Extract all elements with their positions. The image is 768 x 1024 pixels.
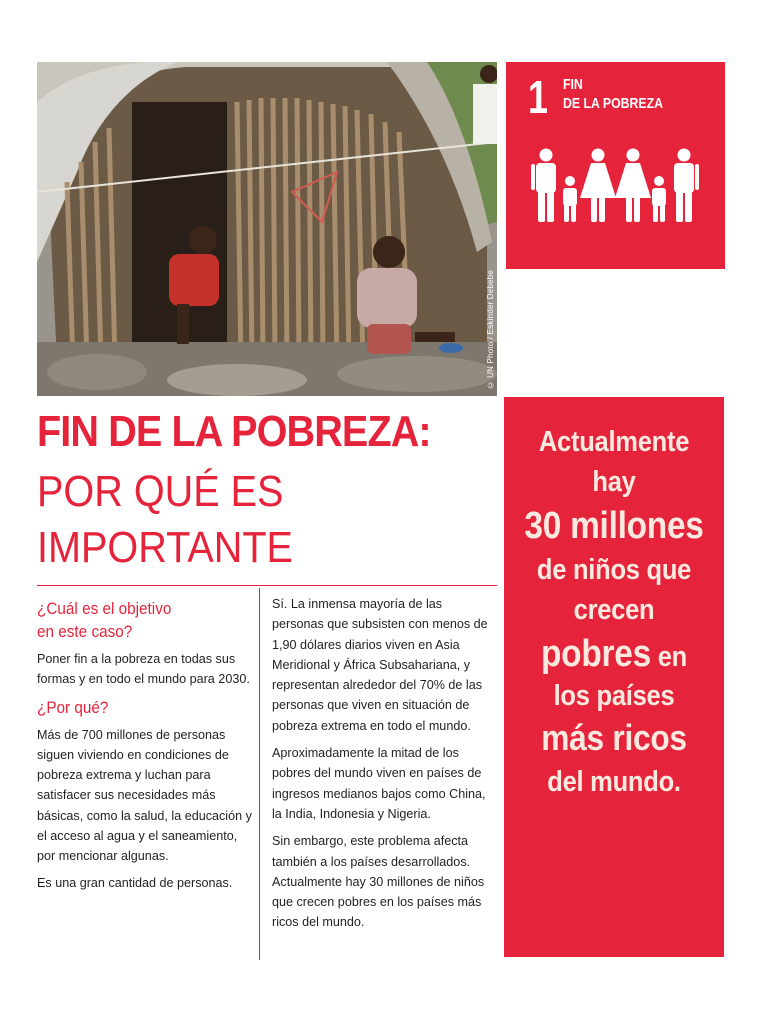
question-why: ¿Por qué? — [37, 697, 109, 717]
question-objective-line1: ¿Cuál es el objetivo — [37, 599, 172, 618]
goal-label — [563, 75, 663, 113]
column-divider — [259, 588, 260, 960]
left-column — [37, 597, 252, 899]
callout-line: de niños que — [536, 554, 692, 586]
page-title: FIN DE LA POBREZA: — [37, 407, 431, 456]
callout-line: crecen — [573, 594, 655, 626]
horizontal-divider — [37, 585, 497, 586]
paragraph-regions: Sí. La inmensa mayoría de las personas que subsisten con menos de 1,90 dólares diarios viven en Asia Meridional y África Subsahariana, y representan alrededor del 70% de las personas que viven en situación de pobreza extrema en todo el mundo. — [272, 597, 488, 733]
goal-label-line2: DE LA POBREZA — [563, 95, 664, 112]
callout-highlight: 30 millones — [524, 505, 704, 547]
answer-why-closing: Es una gran cantidad de personas. — [37, 875, 233, 890]
family-icon — [530, 148, 700, 224]
callout-line — [517, 633, 711, 683]
photo-credit: © UN Photo / Eskinder Debebe — [486, 270, 495, 390]
right-column — [272, 594, 494, 940]
question-objective-line2: en este caso? — [37, 622, 133, 641]
paragraph-developed: Sin embargo, este problema afecta también a los países desarrollados. Actualmente hay 30 millones de niños que crecen pobres en los países más ricos del mundo. — [272, 834, 485, 930]
paragraph-middle-income: Aproximadamente la mitad de los pobres del mundo viven en países de ingresos medianos bajos como China, la India, Indonesia y Nigeria. — [272, 746, 486, 821]
answer-objective: Poner fin a la pobreza en todas sus formas y en todo el mundo para 2030. — [37, 652, 250, 687]
question-objective — [37, 597, 231, 643]
page-subtitle-line2: IMPORTANTE — [37, 523, 293, 572]
callout-line: los países — [553, 680, 675, 712]
shelter-illustration — [37, 62, 497, 396]
hero-photo — [37, 62, 497, 396]
answer-why: Más de 700 millones de personas siguen viviendo en condiciones de pobreza extrema y luchan para satisfacer sus necesidades más básicas, como la salud, la educación y el acceso al agua y el saneamiento, por mencionar algunas. — [37, 727, 252, 864]
page-subtitle-line1: POR QUÉ ES — [37, 467, 284, 516]
statistic-callout — [504, 397, 724, 957]
goal-label-line1: FIN — [563, 76, 583, 93]
sdg-goal-badge — [506, 62, 725, 269]
callout-line: Actualmente — [538, 426, 690, 458]
callout-text: en — [650, 641, 687, 673]
callout-highlight: pobres — [541, 633, 651, 675]
callout-line: del mundo. — [547, 766, 681, 798]
page-subtitle — [37, 464, 293, 576]
goal-number: 1 — [528, 71, 548, 123]
callout-highlight: más ricos — [541, 717, 687, 758]
callout-line: hay — [592, 466, 636, 498]
